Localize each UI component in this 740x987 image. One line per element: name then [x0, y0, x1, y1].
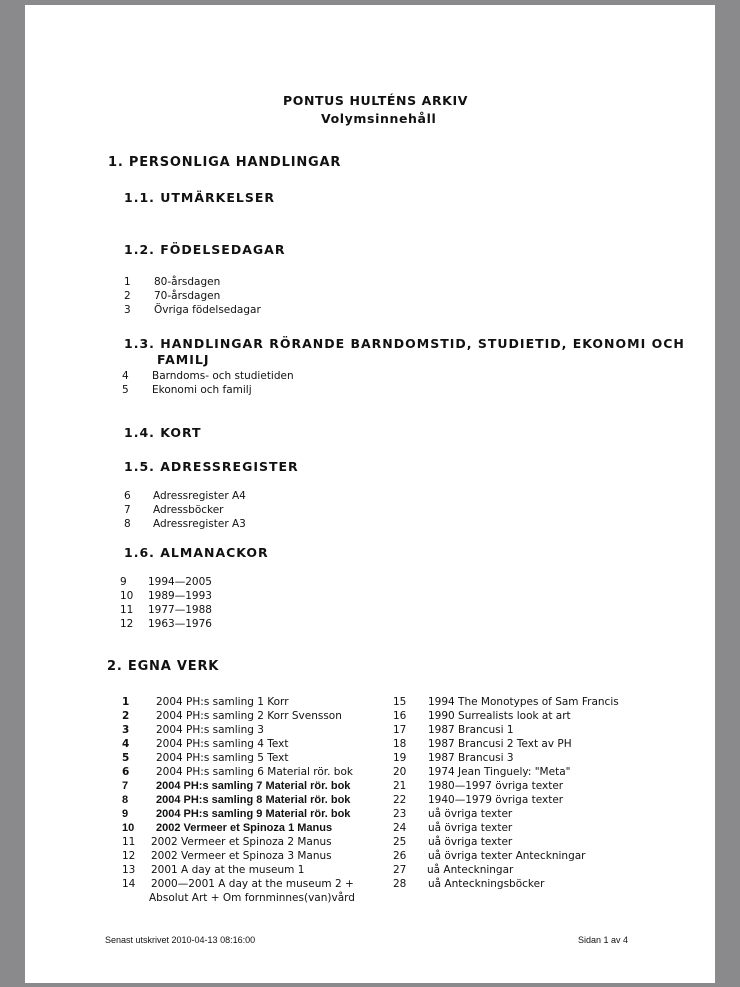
section-1-6-heading: 1.6. ALMANACKOR: [124, 545, 269, 560]
list-item: 2 2004 PH:s samling 2 Korr Svensson: [122, 710, 342, 722]
section-1-heading: 1. PERSONLIGA HANDLINGAR: [108, 155, 342, 170]
list-item: 14 2000—2001 A day at the museum 2 +: [122, 878, 354, 890]
document-page: [25, 5, 715, 983]
list-item: 18 1987 Brancusi 2 Text av PH: [393, 738, 572, 750]
list-item: 16 1990 Surrealists look at art: [393, 710, 571, 722]
own-works-left-list: [122, 695, 392, 907]
list-item: 21 1980—1997 övriga texter: [393, 780, 564, 792]
birthday-list: [124, 275, 324, 317]
archive-subtitle: Volymsinnehåll: [321, 111, 437, 126]
section-1-3-heading-cont: FAMILJ: [157, 352, 210, 367]
list-item: 2 70-årsdagen: [124, 290, 221, 302]
section-1-4-heading: 1.4. KORT: [124, 425, 202, 440]
list-item: 5 Ekonomi och familj: [122, 384, 252, 396]
list-item: 10 1989—1993: [120, 590, 212, 602]
list-item: 9 2004 PH:s samling 9 Material rör. bok: [122, 808, 351, 820]
list-item: 5 2004 PH:s samling 5 Text: [122, 752, 289, 764]
list-item: 3 Övriga födelsedagar: [124, 304, 261, 316]
list-item: 22 1940—1979 övriga texter: [393, 794, 564, 806]
list-item: 28 uå Anteckningsböcker: [393, 878, 545, 890]
print-date: Senast utskrivet 2010-04-13 08:16:00: [105, 935, 256, 945]
section-1-3-heading: 1.3. HANDLINGAR RÖRANDE BARNDOMSTID, STUDIETID, EKONOMI OCH: [124, 336, 685, 351]
list-item: 11 2002 Vermeer et Spinoza 2 Manus: [122, 836, 332, 848]
list-item: 7 Adressböcker: [124, 504, 224, 516]
childhood-list: [122, 369, 362, 397]
list-item-continuation: Absolut Art + Om fornminnes(van)vård: [149, 892, 355, 904]
section-1-2-heading: 1.2. FÖDELSEDAGAR: [124, 242, 286, 257]
list-item: 8 2004 PH:s samling 8 Material rör. bok: [122, 794, 351, 806]
list-item: 1 80-årsdagen: [124, 276, 221, 288]
section-1-5-heading: 1.5. ADRESSREGISTER: [124, 459, 299, 474]
list-item: 6 Adressregister A4: [124, 490, 246, 502]
almanac-list: [120, 575, 320, 631]
list-item: 20 1974 Jean Tinguely: "Meta": [393, 766, 571, 778]
list-item: 4 2004 PH:s samling 4 Text: [122, 738, 289, 750]
list-item: 12 2002 Vermeer et Spinoza 3 Manus: [122, 850, 332, 862]
list-item: 12 1963—1976: [120, 618, 212, 630]
list-item: 3 2004 PH:s samling 3: [122, 724, 264, 736]
archive-title: PONTUS HULTÉNS ARKIV: [283, 93, 468, 108]
list-item: 6 2004 PH:s samling 6 Material rör. bok: [122, 766, 353, 778]
list-item: 10 2002 Vermeer et Spinoza 1 Manus: [122, 822, 333, 834]
list-item: 27 uå Anteckningar: [393, 864, 514, 876]
list-item: 4 Barndoms- och studietiden: [122, 370, 294, 382]
section-2-heading: 2. EGNA VERK: [107, 659, 220, 674]
own-works-right-list: [393, 695, 643, 891]
list-item: 17 1987 Brancusi 1: [393, 724, 514, 736]
list-item: 11 1977—1988: [120, 604, 212, 616]
list-item: 25 uå övriga texter: [393, 836, 513, 848]
section-1-1-heading: 1.1. UTMÄRKELSER: [124, 190, 276, 205]
list-item: 19 1987 Brancusi 3: [393, 752, 514, 764]
list-item: 15 1994 The Monotypes of Sam Francis: [393, 696, 619, 708]
list-item: 13 2001 A day at the museum 1: [122, 864, 305, 876]
list-item: 24 uå övriga texter: [393, 822, 513, 834]
address-register-list: [124, 489, 344, 531]
list-item: 1 2004 PH:s samling 1 Korr: [122, 696, 289, 708]
page-number: Sidan 1 av 4: [578, 935, 629, 945]
list-item: 23 uå övriga texter: [393, 808, 513, 820]
list-item: 7 2004 PH:s samling 7 Material rör. bok: [122, 780, 351, 792]
list-item: 8 Adressregister A3: [124, 518, 246, 530]
list-item: 9 1994—2005: [120, 576, 212, 588]
list-item: 26 uå övriga texter Anteckningar: [393, 850, 586, 862]
